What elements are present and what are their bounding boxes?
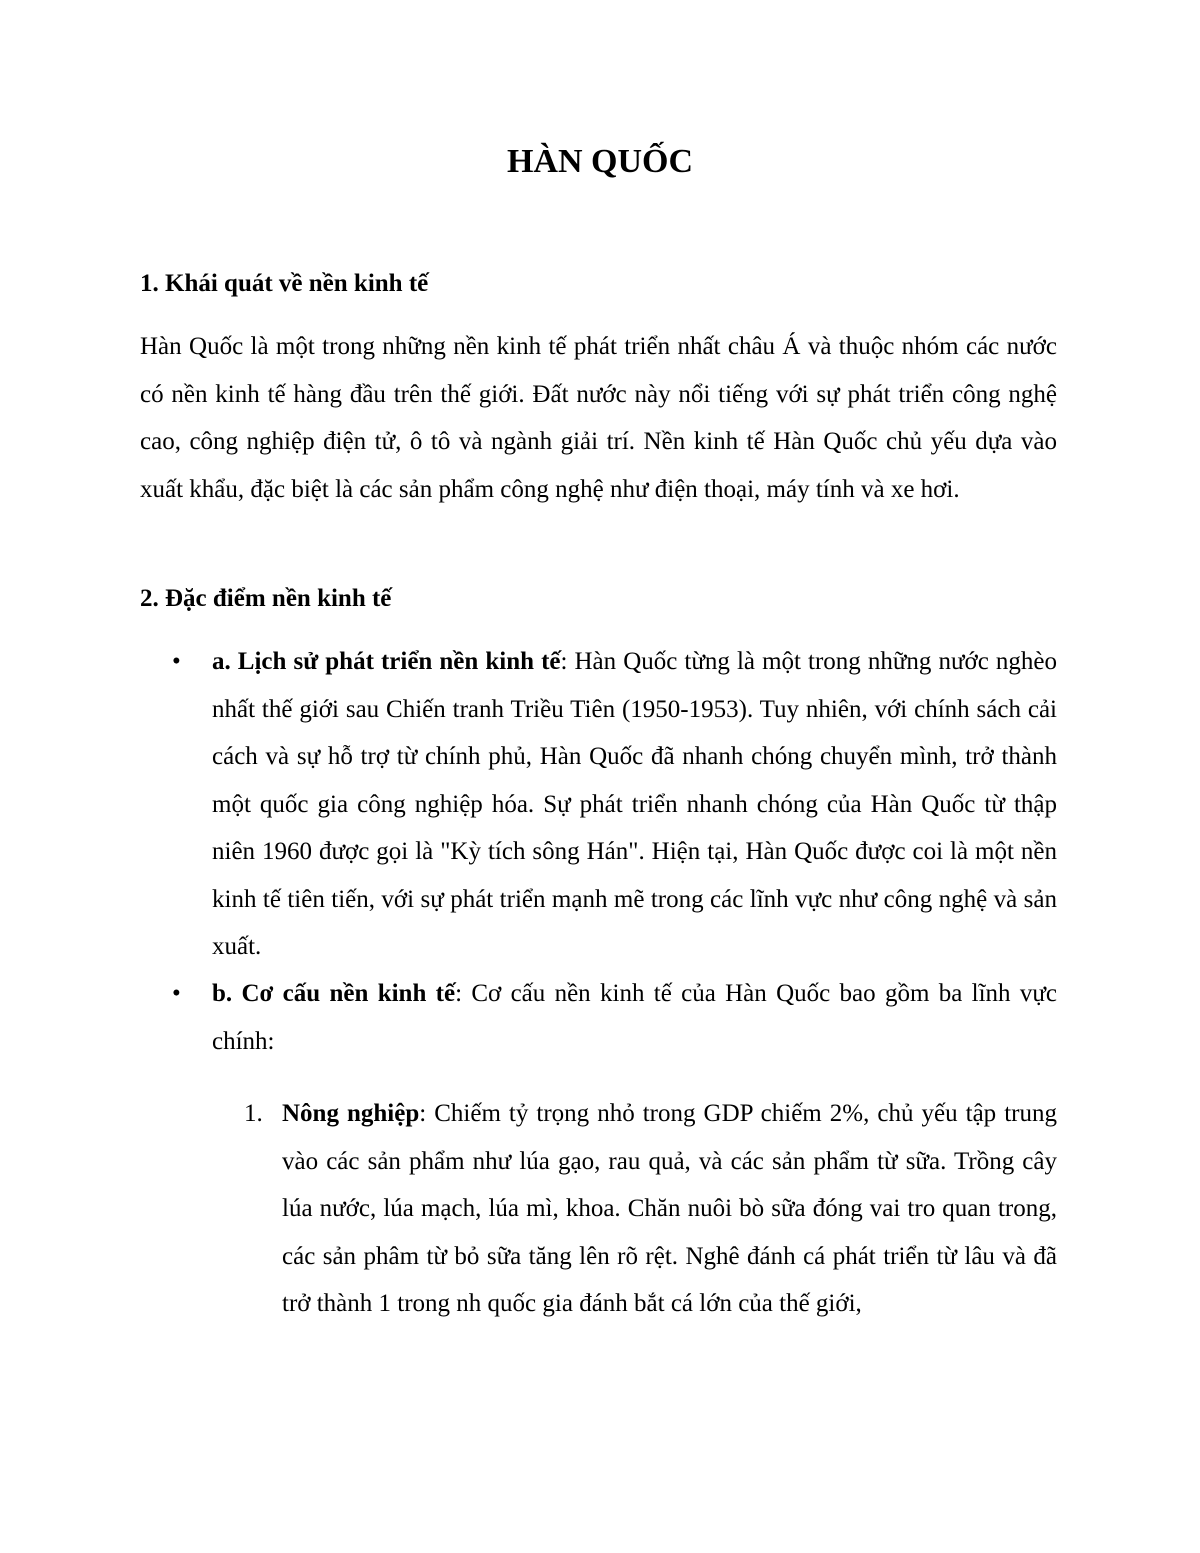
page-title: HÀN QUỐC [506, 143, 694, 180]
bullet-marker: • [172, 980, 181, 1007]
numbered-text: : Chiếm tỷ trọng nhỏ trong GDP chiếm 2%, chủ yếu tập trung vào các sản phẩm như lúa gạo, rau quả, và các sản phẩm từ sữa. Trồng cây lúa nước, lúa mạch, lúa mì, khoa. Chăn nuôi bò sữa đóng vai tro quan trong, các sản phâm từ bỏ sữa tăng lên rõ rệt. Nghê đánh cá phát triển từ lâu và đã trở thành 1 trong nh quốc gia đánh bắt cá lớn của thế giới, [282, 1100, 1057, 1317]
bullet-text: : Cơ cấu nền kinh tế của Hàn Quốc bao gồm ba lĩnh vực chính: [212, 980, 1057, 1055]
list-item [172, 638, 1057, 971]
numbered-list-item [244, 1090, 1057, 1328]
bullet-label: b. Cơ cấu nền kinh tế [212, 980, 456, 1007]
bullet-marker: • [172, 648, 181, 675]
section-heading-characteristics: 2. Đặc điểm nền kinh tế [140, 585, 392, 612]
bullet-text: : Hàn Quốc từng là một trong những nước nghèo nhất thế giới sau Chiến tranh Triều Tiên (1950-1953). Tuy nhiên, với chính sách cải cách và sự hỗ trợ từ chính phủ, Hàn Quốc đã nhanh chóng chuyển mình, trở thành một quốc gia công nghiệp hóa. Sự phát triển nhanh chóng của Hàn Quốc từ thập niên 1960 được gọi là "Kỳ tích sông Hán". Hiện tại, Hàn Quốc được coi là một nền kinh tế tiên tiến, với sự phát triển mạnh mẽ trong các lĩnh vực như công nghệ và sản xuất. [212, 648, 1057, 960]
number-marker: 1. [244, 1100, 263, 1127]
section-heading-overview: 1. Khái quát về nền kinh tế [140, 270, 429, 297]
numbered-label: Nông nghiệp [282, 1100, 420, 1127]
list-item [172, 970, 1057, 1065]
overview-paragraph: Hàn Quốc là một trong những nền kinh tế phát triển nhất châu Á và thuộc nhóm các nước có nền kinh tế hàng đầu trên thế giới. Đất nước này nổi tiếng với sự phát triển công nghệ cao, công nghiệp điện tử, ô tô và ngành giải trí. Nền kinh tế Hàn Quốc chủ yếu dựa vào xuất khẩu, đặc biệt là các sản phẩm công nghệ như điện thoại, máy tính và xe hơi. [140, 333, 1057, 503]
bullet-label: a. Lịch sử phát triển nền kinh tế [212, 648, 561, 675]
